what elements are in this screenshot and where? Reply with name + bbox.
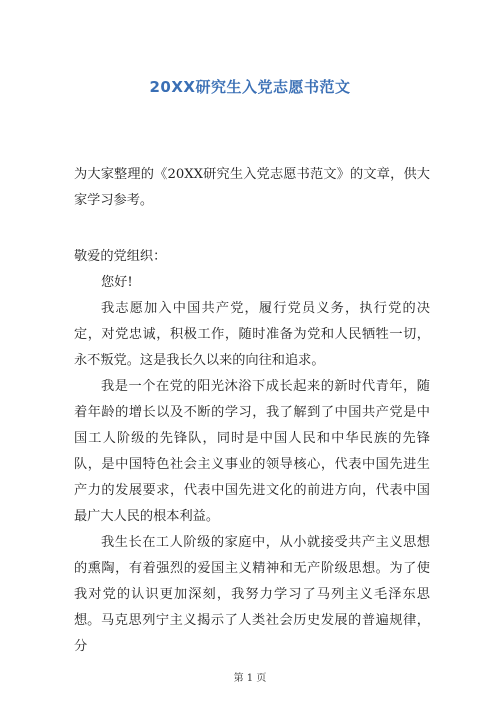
body-paragraph: 我是一个在党的阳光沐浴下成长起来的新时代青年，随着年龄的增长以及不断的学习，我了解到了中国共产党是中国工人阶级的先锋队，同时是中国人民和中华民族的先锋队，是中国特色社会主义事业的领导核心，代表中国先进生产力的发展要求，代表中国先进文化的前进方向，代表中国最广大人民的根本利益。: [74, 379, 430, 524]
body-paragraph: 马克思列宁主义揭示了人类社会历史发展的普遍规律，分: [74, 613, 430, 654]
salutation: 敬爱的党组织：: [74, 249, 167, 264]
document-title: 20XX研究生入党志愿书范文: [149, 78, 351, 96]
greeting: 您好!: [101, 275, 133, 290]
body-paragraph: 我生长在工人阶级的家庭中，从小就接受共产主义思想的熏陶，有着强烈的爱国主义精神和无产阶级思想。为了使我对党的认识更加深刻，我努力学习了马列主义毛泽东思想。: [74, 535, 430, 628]
intro-paragraph: 为大家整理的《20XX研究生入党志愿书范文》的文章，供大家学习参考。: [74, 167, 430, 208]
page-number: 第 1 页: [233, 673, 267, 684]
body-paragraph: 我志愿加入中国共产党，履行党员义务，执行党的决定，对党忠诚，积极工作，随时准备为党和人民牺牲一切，永不叛党。这是我长久以来的向往和追求。: [74, 301, 430, 368]
